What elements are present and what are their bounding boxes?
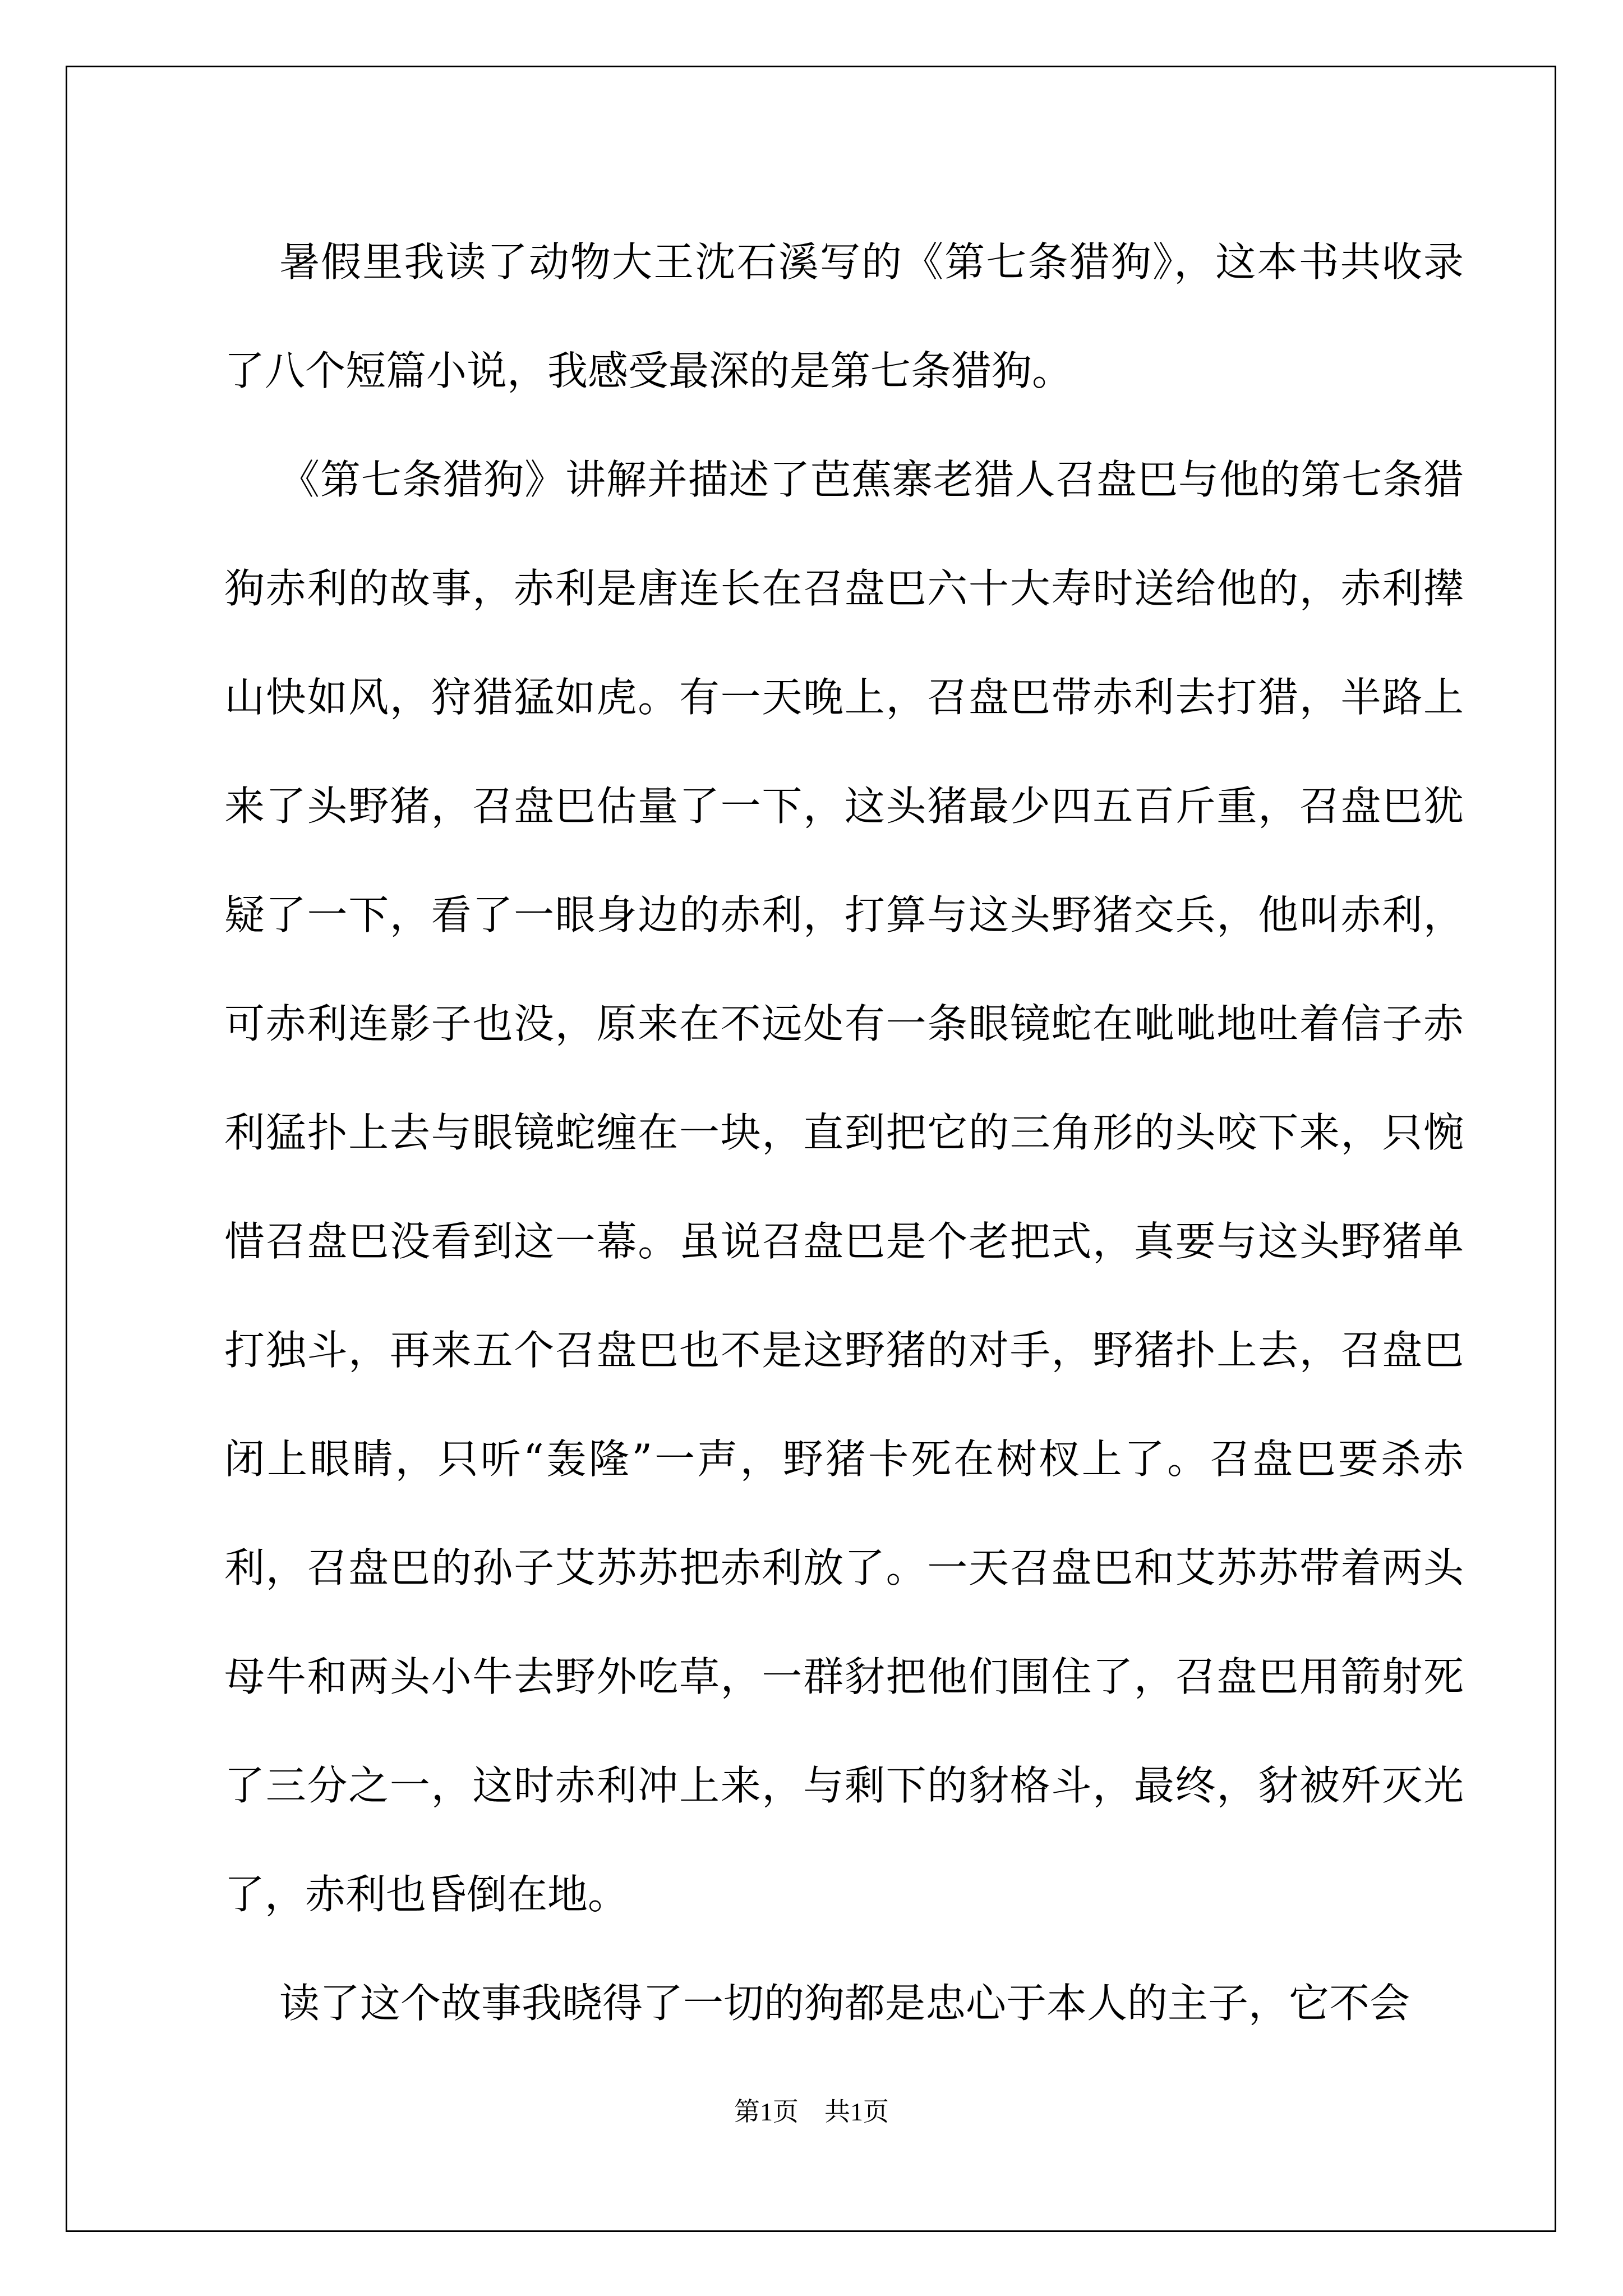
paragraph-1: 暑假里我读了动物大王沈石溪写的《第七条猎狗》，这本书共收录了八个短篇小说，我感受最深的是第七条猎狗。 <box>224 238 1464 394</box>
document-body <box>224 208 1464 2058</box>
page-footer: 第1页 共1页 <box>734 2097 889 2126</box>
paragraph-3: 读了这个故事我晓得了一切的狗都是忠心于本人的主子，它不会 <box>279 1980 1410 2027</box>
paragraph-2: 《第七条猎狗》讲解并描述了芭蕉寨老猎人召盘巴与他的第七条猎狗赤利的故事，赤利是唐连长在召盘巴六十大寿时送给他的，赤利撵山快如风，狩猎猛如虎。有一天晚上，召盘巴带赤利去打猎，半路上来了头野猪，召盘巴估量了一下，这头猪最少四五百斤重，召盘巴犹疑了一下，看了一眼身边的赤利，打算与这头野猪交兵，他叫赤利，可赤利连影子也没，原来在不远处有一条眼镜蛇在呲呲地吐着信子赤利猛扑上去与眼镜蛇缠在一块，直到把它的三角形的头咬下来，只惋惜召盘巴没看到这一幕。虽说召盘巴是个老把式，真要与这头野猪单打独斗，再来五个召盘巴也不是这野猪的对手，野猪扑上去，召盘巴闭上眼睛，只听“轰隆”一声，野猪卡死在树杈上了。召盘巴要杀赤利，召盘巴的孙子艾苏苏把赤利放了。一天召盘巴和艾苏苏带着两头母牛和两头小牛去野外吃草，一群豺把他们围住了，召盘巴用箭射死了三分之一，这时赤利冲上来，与剩下的豺格斗，最终，豺被歼灭光了，赤利也昏倒在地。 <box>224 456 1464 1918</box>
